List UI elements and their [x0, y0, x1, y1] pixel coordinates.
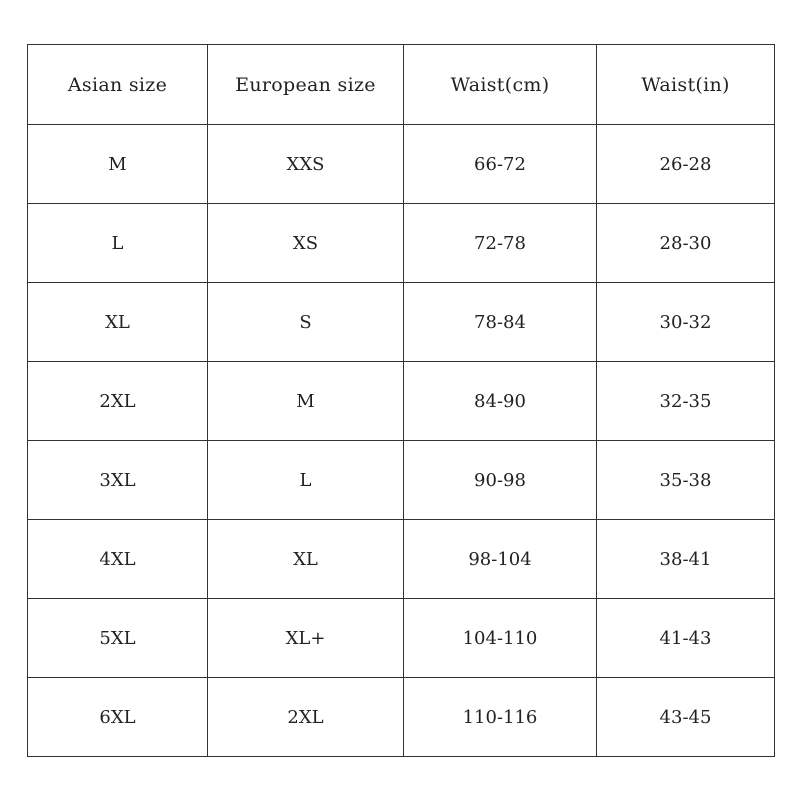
cell-waist-in: 32-35	[597, 362, 775, 441]
cell-waist-cm: 72-78	[404, 204, 597, 283]
table-row	[28, 283, 775, 362]
cell-waist-cm: 104-110	[404, 599, 597, 678]
header-asian-size: Asian size	[28, 45, 208, 125]
cell-european-size: 2XL	[208, 678, 404, 757]
table-header-row	[28, 45, 775, 125]
cell-waist-in: 41-43	[597, 599, 775, 678]
cell-waist-in: 30-32	[597, 283, 775, 362]
cell-waist-cm: 84-90	[404, 362, 597, 441]
header-european-size: European size	[208, 45, 404, 125]
cell-asian-size: L	[28, 204, 208, 283]
cell-european-size: XL+	[208, 599, 404, 678]
cell-european-size: XXS	[208, 125, 404, 204]
cell-asian-size: 6XL	[28, 678, 208, 757]
table-row	[28, 441, 775, 520]
table-row	[28, 362, 775, 441]
cell-waist-cm: 78-84	[404, 283, 597, 362]
cell-european-size: S	[208, 283, 404, 362]
cell-asian-size: XL	[28, 283, 208, 362]
cell-waist-in: 28-30	[597, 204, 775, 283]
table-row	[28, 599, 775, 678]
cell-waist-in: 26-28	[597, 125, 775, 204]
table-row	[28, 678, 775, 757]
header-waist-in: Waist(in)	[597, 45, 775, 125]
cell-asian-size: 4XL	[28, 520, 208, 599]
table-row	[28, 125, 775, 204]
cell-waist-cm: 98-104	[404, 520, 597, 599]
cell-asian-size: 2XL	[28, 362, 208, 441]
table-row	[28, 520, 775, 599]
cell-waist-cm: 110-116	[404, 678, 597, 757]
cell-asian-size: 3XL	[28, 441, 208, 520]
cell-european-size: XL	[208, 520, 404, 599]
cell-waist-cm: 90-98	[404, 441, 597, 520]
table-row	[28, 204, 775, 283]
header-waist-cm: Waist(cm)	[404, 45, 597, 125]
cell-asian-size: M	[28, 125, 208, 204]
cell-european-size: L	[208, 441, 404, 520]
cell-european-size: XS	[208, 204, 404, 283]
cell-waist-in: 38-41	[597, 520, 775, 599]
size-chart-table	[27, 44, 775, 757]
cell-waist-cm: 66-72	[404, 125, 597, 204]
cell-waist-in: 35-38	[597, 441, 775, 520]
cell-european-size: M	[208, 362, 404, 441]
cell-asian-size: 5XL	[28, 599, 208, 678]
cell-waist-in: 43-45	[597, 678, 775, 757]
